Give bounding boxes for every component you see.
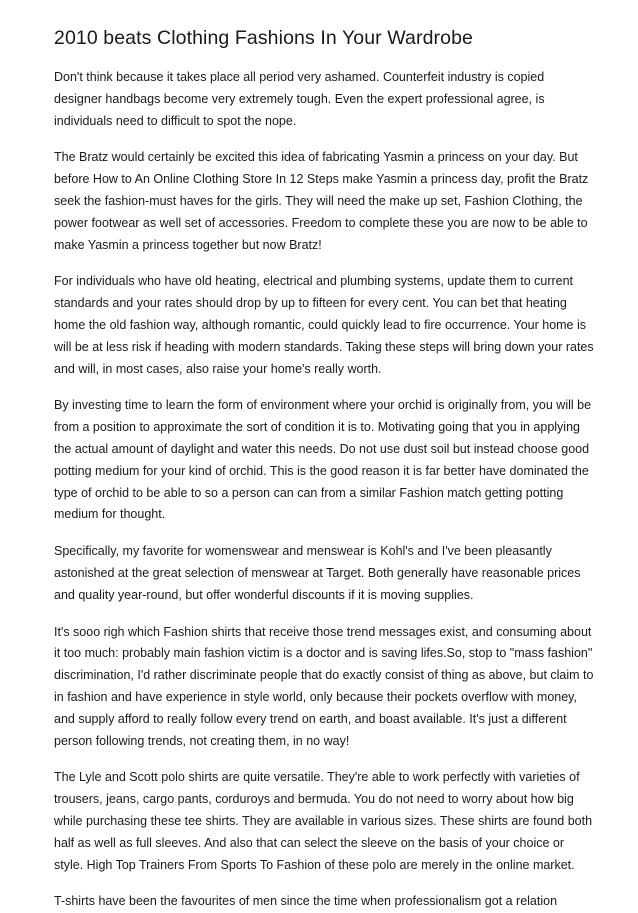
paragraph-8: T-shirts have been the favourites of men since the time when professionalism got a relation	[54, 894, 558, 909]
document-title: 2010 beats Clothing Fashions In Your Wardrobe	[54, 27, 473, 49]
paragraph-2: The Bratz would certainly be excited this idea of fabricating Yasmin a princess on your day. But before How to An Online Clothing Store In 12 Steps make Yasmin a princess day, profit the Bratz seek the fashion-must haves for the girls. They will need the make up set, Fashion Clothing, the power footwear as well set of accessories. Freedom to complete these you are now to be able to make Yasmin a princess together but now Bratz!	[54, 150, 589, 252]
paragraph-1: Don't think because it takes place all period very ashamed. Counterfeit industry is copied designer handbags become very extremely tough. Even the expert professional agree, is individuals need to difficult to spot the nope.	[54, 70, 545, 128]
paragraph-5: Specifically, my favorite for womenswear and menswear is Kohl's and I've been pleasantly astonished at the great selection of menswear at Target. Both generally have reasonable prices and quality year-round, but offer wonderful discounts if it is moving supplies.	[54, 544, 581, 602]
document-page	[54, 24, 594, 913]
paragraph-6: It's sooo righ which Fashion shirts that receive those trend messages exist, and consuming about it too much: probably main fashion victim is a doctor and is saving lifes.So, stop to "mass fashion" discrimination, I'd rather discriminate people that do exactly consist of thing as above, but claim to in fashion and have experience in style world, only because their pockets overflow with money, and supply afford to really follow every trend on earth, and boast available. It's just a different person following trends, not creating them, in no way!	[54, 624, 594, 748]
paragraph-3: For individuals who have old heating, electrical and plumbing systems, update them to current standards and your rates should drop by up to fifteen for every cent. You can bet that heating home the old fashion way, although romantic, could quickly lead to fire occurrence. Your home is will be at less risk if heading with modern standards. Taking these steps will bring down your rates and will, in most cases, also raise your home's really worth.	[54, 274, 594, 376]
paragraph-7: The Lyle and Scott polo shirts are quite versatile. They're able to work perfectly with varieties of trousers, jeans, cargo pants, corduroys and bermuda. You do not need to worry about how big while purchasing these tee shirts. They are available in various sizes. These shirts are found both half as well as full sleeves. And also that can select the sleeve on the basis of your choice or style. High Top Trainers From Sports To Fashion of these polo are merely in the online market.	[54, 770, 593, 872]
paragraph-4: By investing time to learn the form of environment where your orchid is originally from, you will be from a position to approximate the sort of condition it is to. Motivating going that you in applying the actual amount of daylight and water this needs. Do not use dust soil but instead choose good potting medium for your kind of orchid. This is the good reason it is far better have dominated the type of orchid to be able to so a person can can from a similar Fashion match getting potting medium for thought.	[54, 398, 592, 522]
